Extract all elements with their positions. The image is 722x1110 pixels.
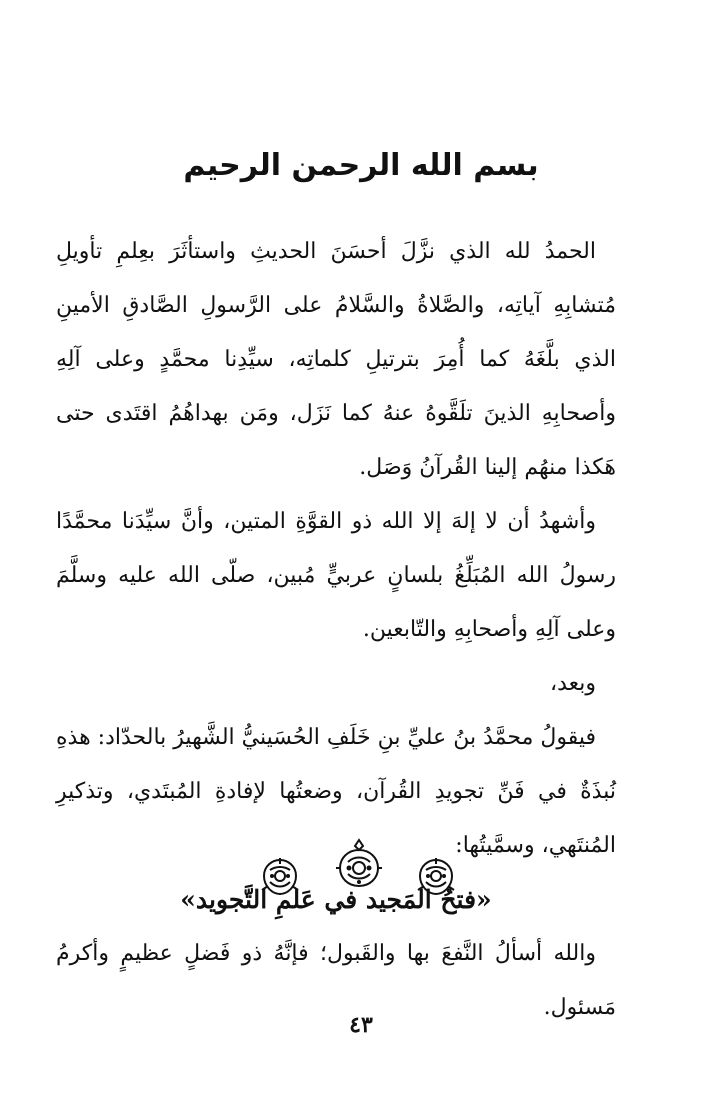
floral-ornament-icon <box>334 838 384 890</box>
page-number: ٤٣ <box>349 1012 373 1038</box>
transition-paragraph: وبعد، <box>549 671 596 696</box>
floral-ornament-icon <box>414 856 458 898</box>
closing-supplication: والله أسألُ النَّفعَ بها والقَبول؛ فإنَّهُ ذو فَضلٍ عظيمٍ وأكرمُ مَسئول. <box>56 941 616 1020</box>
author-introduction-paragraph: فيقولُ محمَّدُ بنُ عليِّ بنِ خَلَفِ الحُسَينيُّ الشَّهيرُ بالحدّاد: هذهِ نُبذَةٌ في فَنِّ تجويدِ القُرآن، وضعتُها لإفادةِ المُبتَدي، وتذكيرِ المُنتَهي، وسمَّيتُها: <box>56 725 616 858</box>
basmala-heading: بسم الله الرحمن الرحيم <box>183 148 539 183</box>
floral-ornament-icon <box>258 856 302 898</box>
testimony-paragraph: وأشهدُ أن لا إلهَ إلا الله ذو القوَّةِ المتين، وأنَّ سيِّدَنا محمَّدًا رسولُ الله المُبَلِّغُ بلسانٍ عربيٍّ مُبين، صلّى الله عليه وسلَّمَ وعلى آلِهِ وأصحابِهِ والتّابعين. <box>56 509 616 642</box>
ornament-group <box>0 838 722 908</box>
opening-praise-paragraph: الحمدُ لله الذي نزَّلَ أحسَنَ الحديثِ واستأثَرَ بعِلمِ تأويلِ مُتشابِهِ آياتِه، والصَّلاةُ والسَّلامُ على الرَّسولِ الصَّادقِ الأمينِ الذي بلَّغَهُ كما أُمِرَ بترتيلِ كلماتِه، سيِّدِنا محمَّدٍ وعلى آلِهِ وأصحابِهِ الذينَ تلَقَّوهُ عنهُ كما نَزَل، ومَن بهداهُمُ اقتَدى حتى هَكذا منهُم إلينا القُرآنُ وَصَل. <box>56 239 616 480</box>
book-title: «فتحُ المَجيد في عَلمِ التَّجويد» <box>180 885 492 914</box>
body-text <box>56 225 616 1035</box>
